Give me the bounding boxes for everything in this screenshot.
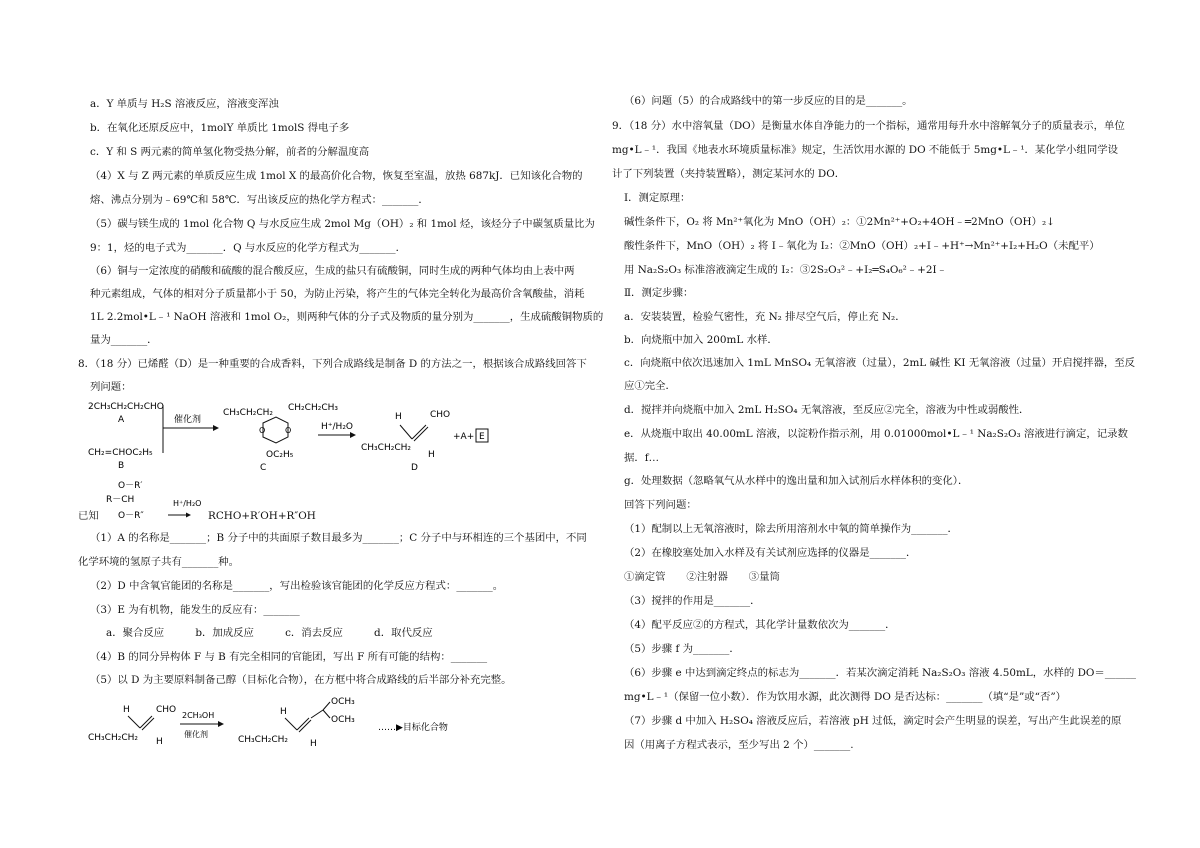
principle-1: 碱性条件下，O₂ 将 Mn²⁺氧化为 MnO（OH）₂：①2Mn²⁺+O₂+4OH﹣═2MnO（OH）₂↓	[624, 216, 1055, 228]
q7-part6-line3: 1L 2.2mol•L﹣¹ NaOH 溶液和 1mol O₂，则两种气体的分子式及物质的量分别为_______，生成硫酸铜物质的	[90, 311, 604, 323]
q7-part6-line2: 种元素组成，气体的相对分子质量都小于 50，为防止污染，将产生的气体完全转化为最高价含氧酸盐，消耗	[90, 288, 585, 300]
known-product: RCHO+R′OH+R″OH	[208, 510, 316, 522]
q9-part2: （2）在橡胶塞处加入水样及有关试剂应选择的仪器是_______．	[624, 547, 917, 559]
svg-text:O: O	[285, 426, 292, 435]
steps-heading: Ⅱ．测定步骤：	[624, 287, 694, 299]
route-product-left-group: CH₃CH₂CH₂	[238, 735, 288, 745]
q7-part5-line2: 9：1，烃的电子式为_______．Q 与水反应的化学方程式为_______．	[90, 242, 406, 254]
compound-C-substituent: OC₂H₅	[266, 450, 294, 460]
q9-part7-line1: （7）步骤 d 中加入 H₂SO₄ 溶液反应后，若溶液 pH 过低，滴定时会产生明显的误差，写出产生此误差的原	[624, 715, 1122, 727]
right-column	[612, 0, 1157, 848]
route-start-H2: H	[156, 737, 163, 747]
q8-part1-line2: 化学环境的氢原子共有_______种。	[78, 556, 240, 568]
known-arrow-head	[186, 513, 191, 518]
q7-part6-line1: （6）铜与一定浓度的硝酸和硫酸的混合酸反应，生成的盐只有硫酸铜，同时生成的两种气体均由上表中两	[90, 265, 575, 277]
q7-option-a: a．Y 单质与 H₂S 溶液反应，溶液变浑浊	[90, 98, 279, 110]
route-target: ……▶目标化合物	[378, 723, 448, 733]
q8-part5: （5）以 D 为主要原料制备己醇（目标化合物），在方框中将合成路线的后半部分补充完整。	[90, 674, 512, 686]
route-product-OCH3-a: OCH₃	[331, 697, 355, 707]
q8-part1-line1: （1）A 的名称是_______；B 分子中的共面原子数目最多为_______；C 分子中与环相连的三个基团中，不同	[90, 532, 587, 544]
compound-D-CHO: CHO	[430, 410, 451, 420]
q9-part7-line2: 因（用离子方程式表示，至少写出 2 个）_______.	[624, 739, 854, 751]
route-product-H1: H	[280, 707, 287, 717]
route-product-OCH3-b: OCH₃	[331, 715, 355, 725]
compound-D-H2: H	[428, 450, 435, 460]
route-arrow-head	[218, 721, 224, 727]
known-OR2: O－R″	[118, 511, 144, 521]
left-column	[78, 0, 618, 848]
compound-A-formula: 2CH₃CH₂CH₂CHO	[88, 402, 164, 412]
compound-B-label: B	[118, 461, 125, 471]
route-catalyst: 催化剂	[184, 730, 208, 739]
q8-part6: （6）问题（5）的合成路线中的第一步反应的目的是_______。	[624, 95, 913, 107]
reaction-arrow-1-head	[213, 425, 219, 431]
q9-part6-line2: mg•L﹣¹（保留一位小数）．作为饮用水源，此次测得 DO 是否达标：_______（填“是”或“否”）	[624, 691, 1067, 703]
principle-2: 酸性条件下，MnO（OH）₂ 将 I﹣氧化为 I₂：②MnO（OH）₂+I﹣+H⁺→Mn²⁺+I₂+H₂O（未配平）	[624, 240, 1100, 252]
q8-part4: （4）B 的同分异构体 F 与 B 有完全相同的官能团，写出 F 所有可能的结构：_______	[90, 651, 488, 663]
route-start-left-group: CH₃CH₂CH₂	[88, 733, 138, 743]
compound-B-formula: CH₂=CHOC₂H₅	[88, 448, 153, 458]
q8-stem-line2: 列问题：	[90, 381, 132, 393]
q7-option-b: b．在氧化还原反应中，1molY 单质比 1molS 得电子多	[90, 122, 350, 134]
principle-3: 用 Na₂S₂O₃ 标准溶液滴定生成的 I₂：③2S₂O₃²﹣+I₂═S₄O₆²﹣+2I﹣	[624, 264, 947, 276]
compound-C-right-group: CH₂CH₂CH₃	[288, 403, 338, 413]
principle-heading: Ⅰ．测定原理：	[624, 192, 691, 204]
q9-part3: （3）搅拌的作用是_______．	[624, 595, 761, 607]
svg-text:O: O	[259, 426, 266, 435]
catalyst-label: 催化剂	[174, 415, 202, 425]
plus-A-text: +A+	[453, 432, 475, 442]
q7-part6-line4: 量为_______．	[90, 334, 158, 346]
route-reagent: 2CH₃OH	[182, 711, 215, 720]
q7-part4-line2: 熔、沸点分别为﹣69℃和 58℃．写出该反应的热化学方程式：_______．	[90, 194, 429, 206]
route-product-H2: H	[310, 739, 317, 749]
step-g: g．处理数据（忽略氧气从水样中的逸出量和加入试剂后水样体积的变化）．	[624, 475, 969, 487]
q8-known-label: 已知	[78, 510, 99, 522]
answer-heading: 回答下列问题：	[624, 499, 697, 511]
compound-D-label: D	[411, 463, 418, 473]
q7-part5-line1: （5）碳与镁生成的 1mol 化合物 Q 与水反应生成 2mol Mg（OH）₂ 和 1mol 烃，该烃分子中碳氢质量比为	[90, 218, 595, 230]
compound-C-left-group: CH₃CH₂CH₂	[223, 408, 273, 418]
q9-part4: （4）配平反应②的方程式，其化学计量数依次为_______．	[624, 619, 896, 631]
step-e-line1: e．从烧瓶中取出 40.00mL 溶液，以淀粉作指示剂，用 0.01000mol•L﹣¹ Na₂S₂O₃ 溶液进行滴定，记录数	[624, 428, 1128, 440]
step-c-line1: c．向烧瓶中依次迅速加入 1mL MnSO₄ 无氧溶液（过量），2mL 碱性 KI 无氧溶液（过量）开启搅拌器，至反	[624, 357, 1136, 369]
synthesis-scheme-drawing	[78, 395, 498, 477]
q9-stem-line1: 9．（18 分）水中溶氧量（DO）是衡量水体自净能力的一个指标，通常用每升水中溶解氧分子的质量表示，单位	[612, 120, 1125, 132]
reaction-arrow-2-head	[350, 432, 356, 438]
known-condition: H⁺/H₂O	[173, 499, 202, 508]
q9-stem-line2: mg•L﹣¹．我国《地表水环境质量标准》规定，生活饮用水源的 DO 不能低于 5mg•L﹣¹．某化学小组同学设	[612, 144, 1118, 156]
step-b: b．向烧瓶中加入 200mL 水样．	[624, 334, 778, 346]
hydrolysis-condition: H⁺/H₂O	[321, 422, 354, 432]
q8-stem-line1: 8．（18 分）已烯醛（D）是一种重要的合成香料，下列合成路线是制备 D 的方法之一，根据该合成路线回答下	[78, 358, 587, 370]
step-c-line2: 应①完全．	[624, 380, 676, 392]
step-e-line2: 据．f…	[624, 452, 660, 464]
q9-part2-options: ①滴定管 ②注射器 ③量筒	[624, 571, 780, 583]
q8-part2: （2）D 中含氧官能团的名称是_______，写出检验该官能团的化学反应方程式：_______。	[90, 580, 504, 592]
q8-part3: （3）E 为有机物，能发生的反应有：_______	[90, 604, 300, 616]
compound-E-label: E	[479, 432, 485, 442]
route-scheme	[78, 692, 498, 758]
q9-part1: （1）配制以上无氧溶液时，除去所用溶剂水中氧的简单操作为_______．	[624, 523, 958, 535]
step-d: d．搅拌并向烧瓶中加入 2mL H₂SO₄ 无氧溶液，至反应②完全，溶液为中性或弱酸性．	[624, 404, 1030, 416]
route-start-H1: H	[123, 705, 130, 715]
route-scheme-drawing	[78, 692, 498, 758]
q8-part3-options: a．聚合反应 b．加成反应 c．消去反应 d．取代反应	[106, 627, 433, 639]
known-OR1: O－R′	[118, 481, 143, 491]
synthesis-scheme	[78, 395, 498, 477]
q9-part5: （5）步骤 f 为_______．	[624, 643, 740, 655]
known-RCH: R－CH	[106, 495, 135, 505]
compound-A-label: A	[118, 415, 125, 425]
compound-D-left-group: CH₃CH₂CH₂	[361, 443, 411, 453]
q9-part6-line1: （6）步骤 e 中达到滴定终点的标志为_______．若某次滴定消耗 Na₂S₂O₃ 溶液 4.50mL，水样的 DO＝______	[624, 667, 1136, 679]
compound-D-H1: H	[395, 412, 402, 422]
q7-part4-line1: （4）X 与 Z 两元素的单质反应生成 1mol X 的最高价化合物，恢复至室温，放热 687kJ．已知该化合物的	[90, 170, 583, 182]
q9-stem-line3: 计了下列装置（夹持装置略），测定某河水的 DO．	[612, 168, 846, 180]
compound-C-label: C	[260, 463, 267, 473]
q7-option-c: c．Y 和 S 两元素的简单氢化物受热分解，前者的分解温度高	[90, 146, 370, 158]
route-start-CHO: CHO	[156, 705, 177, 715]
step-a: a．安装装置，检验气密性，充 N₂ 排尽空气后，停止充 N₂．	[624, 311, 906, 323]
